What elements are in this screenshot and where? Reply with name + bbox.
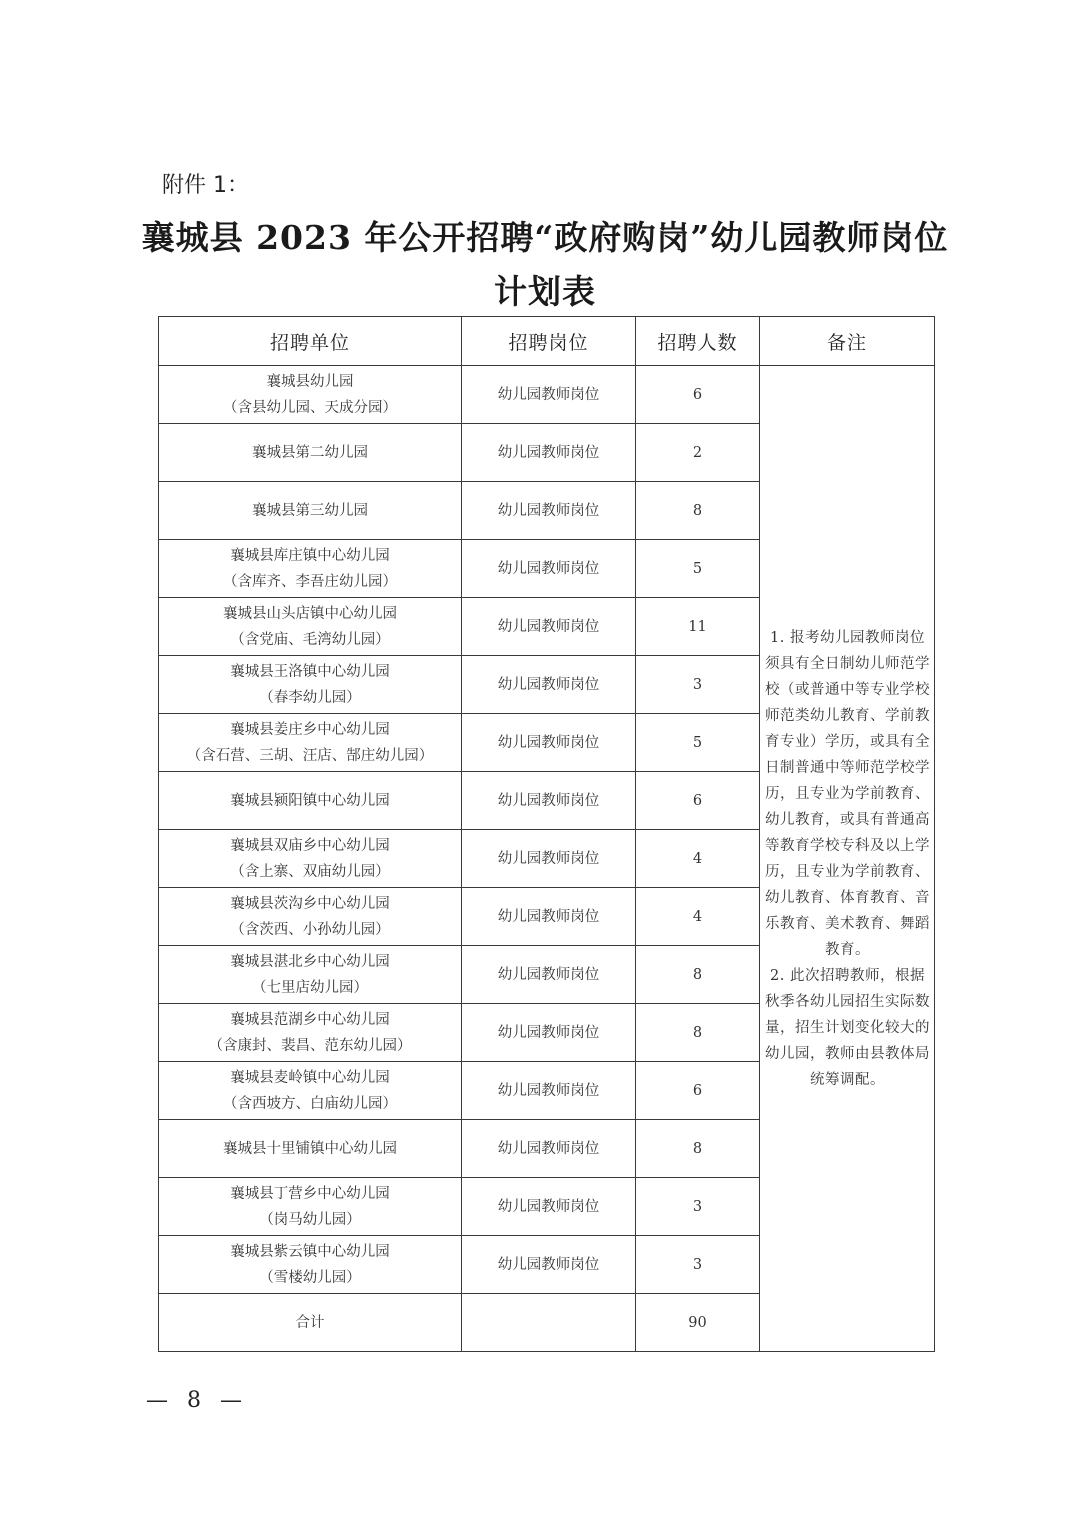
cell-unit — [159, 946, 462, 1004]
unit-subsidiaries: （雪楼幼儿园） — [259, 1269, 361, 1286]
cell-count: 8 — [636, 1120, 760, 1178]
cell-position: 幼儿园教师岗位 — [462, 482, 636, 540]
table-header-row — [159, 317, 935, 366]
cell-unit — [159, 540, 462, 598]
unit-name: 襄城县紫云镇中心幼儿园 — [230, 1243, 390, 1260]
cell-position: 幼儿园教师岗位 — [462, 946, 636, 1004]
cell-count: 8 — [636, 1004, 760, 1062]
unit-name: 襄城县双庙乡中心幼儿园 — [230, 837, 390, 854]
cell-count: 3 — [636, 1178, 760, 1236]
cell-position: 幼儿园教师岗位 — [462, 1236, 636, 1294]
cell-position: 幼儿园教师岗位 — [462, 1178, 636, 1236]
note-paragraph: 2. 此次招聘教师，根据秋季各幼儿园招生实际数量，招生计划变化较大的幼儿园，教师由县教体局统筹调配。 — [765, 967, 930, 1088]
cell-position: 幼儿园教师岗位 — [462, 1062, 636, 1120]
cell-count: 2 — [636, 424, 760, 482]
unit-name: 襄城县湛北乡中心幼儿园 — [230, 953, 390, 970]
cell-unit — [159, 772, 462, 830]
cell-unit — [159, 1004, 462, 1062]
unit-name: 襄城县第三幼儿园 — [252, 502, 368, 519]
total-label: 合计 — [159, 1294, 462, 1352]
cell-unit — [159, 1178, 462, 1236]
cell-count: 3 — [636, 1236, 760, 1294]
cell-unit — [159, 714, 462, 772]
unit-subsidiaries: （含石营、三胡、汪店、郜庄幼儿园） — [186, 747, 434, 764]
unit-subsidiaries: （岗马幼儿园） — [259, 1211, 361, 1228]
cell-count: 5 — [636, 714, 760, 772]
recruitment-plan-table — [158, 316, 935, 1352]
unit-name: 襄城县幼儿园 — [266, 373, 354, 390]
total-count: 90 — [636, 1294, 760, 1352]
cell-unit — [159, 656, 462, 714]
unit-subsidiaries: （含西坡方、白庙幼儿园） — [223, 1095, 397, 1112]
header-count: 招聘人数 — [636, 317, 760, 366]
note-paragraph: 1. 报考幼儿园教师岗位须具有全日制幼儿师范学校（或普通中等专业学校师范类幼儿教育、学前教育专业）学历，或具有全日制普通中等师范学校学历，且专业为学前教育、幼儿教育，或具有普通高等教育学校专科及以上学历，且专业为学前教育、幼儿教育、体育教育、音乐教育、美术教育、舞蹈教育。 — [765, 629, 930, 958]
cell-count: 5 — [636, 540, 760, 598]
cell-unit — [159, 1236, 462, 1294]
page-number: — 8 — — [146, 1388, 248, 1413]
unit-name: 襄城县第二幼儿园 — [252, 444, 368, 461]
unit-subsidiaries: （含茨西、小孙幼儿园） — [230, 921, 390, 938]
cell-unit — [159, 1120, 462, 1178]
cell-position: 幼儿园教师岗位 — [462, 656, 636, 714]
unit-name: 襄城县山头店镇中心幼儿园 — [223, 605, 397, 622]
cell-count: 8 — [636, 482, 760, 540]
table-body — [159, 366, 935, 1352]
cell-count: 4 — [636, 888, 760, 946]
attachment-label: 附件 1： — [162, 173, 249, 198]
unit-name: 襄城县丁营乡中心幼儿园 — [230, 1185, 390, 1202]
header-position: 招聘岗位 — [462, 317, 636, 366]
unit-name: 襄城县王洛镇中心幼儿园 — [230, 663, 390, 680]
cell-unit — [159, 598, 462, 656]
header-note: 备注 — [760, 317, 935, 366]
cell-position: 幼儿园教师岗位 — [462, 424, 636, 482]
document-title-line1: 襄城县 2023 年公开招聘“政府购岗”幼儿园教师岗位 — [141, 218, 949, 257]
cell-note — [760, 366, 935, 1352]
cell-count: 6 — [636, 772, 760, 830]
cell-unit — [159, 424, 462, 482]
cell-unit — [159, 1062, 462, 1120]
unit-name: 襄城县范湖乡中心幼儿园 — [230, 1011, 390, 1028]
unit-name: 襄城县库庄镇中心幼儿园 — [230, 547, 390, 564]
cell-position: 幼儿园教师岗位 — [462, 888, 636, 946]
unit-name: 襄城县茨沟乡中心幼儿园 — [230, 895, 390, 912]
cell-position: 幼儿园教师岗位 — [462, 830, 636, 888]
cell-unit — [159, 482, 462, 540]
cell-unit — [159, 366, 462, 424]
cell-count: 8 — [636, 946, 760, 1004]
cell-unit — [159, 830, 462, 888]
cell-count: 3 — [636, 656, 760, 714]
table-row — [159, 366, 935, 424]
cell-position: 幼儿园教师岗位 — [462, 1120, 636, 1178]
document-title-line2: 计划表 — [494, 272, 596, 311]
unit-subsidiaries: （含上寨、双庙幼儿园） — [230, 863, 390, 880]
cell-position: 幼儿园教师岗位 — [462, 598, 636, 656]
cell-position: 幼儿园教师岗位 — [462, 540, 636, 598]
unit-subsidiaries: （七里店幼儿园） — [252, 979, 368, 996]
cell-count: 6 — [636, 1062, 760, 1120]
cell-count: 6 — [636, 366, 760, 424]
unit-name: 襄城县麦岭镇中心幼儿园 — [230, 1069, 390, 1086]
header-unit: 招聘单位 — [159, 317, 462, 366]
unit-name: 襄城县姜庄乡中心幼儿园 — [230, 721, 390, 738]
unit-subsidiaries: （含康封、裴昌、范东幼儿园） — [208, 1037, 412, 1054]
unit-name: 襄城县颍阳镇中心幼儿园 — [230, 792, 390, 809]
cell-count: 11 — [636, 598, 760, 656]
cell-position: 幼儿园教师岗位 — [462, 714, 636, 772]
cell-position: 幼儿园教师岗位 — [462, 366, 636, 424]
cell-position: 幼儿园教师岗位 — [462, 1004, 636, 1062]
unit-subsidiaries: （含库齐、李吾庄幼儿园） — [223, 573, 397, 590]
unit-subsidiaries: （含党庙、毛湾幼儿园） — [230, 631, 390, 648]
total-position — [462, 1294, 636, 1352]
unit-name: 襄城县十里铺镇中心幼儿园 — [223, 1140, 397, 1157]
cell-count: 4 — [636, 830, 760, 888]
cell-position: 幼儿园教师岗位 — [462, 772, 636, 830]
unit-subsidiaries: （含县幼儿园、天成分园） — [223, 399, 397, 416]
unit-subsidiaries: （春李幼儿园） — [259, 689, 361, 706]
cell-unit — [159, 888, 462, 946]
